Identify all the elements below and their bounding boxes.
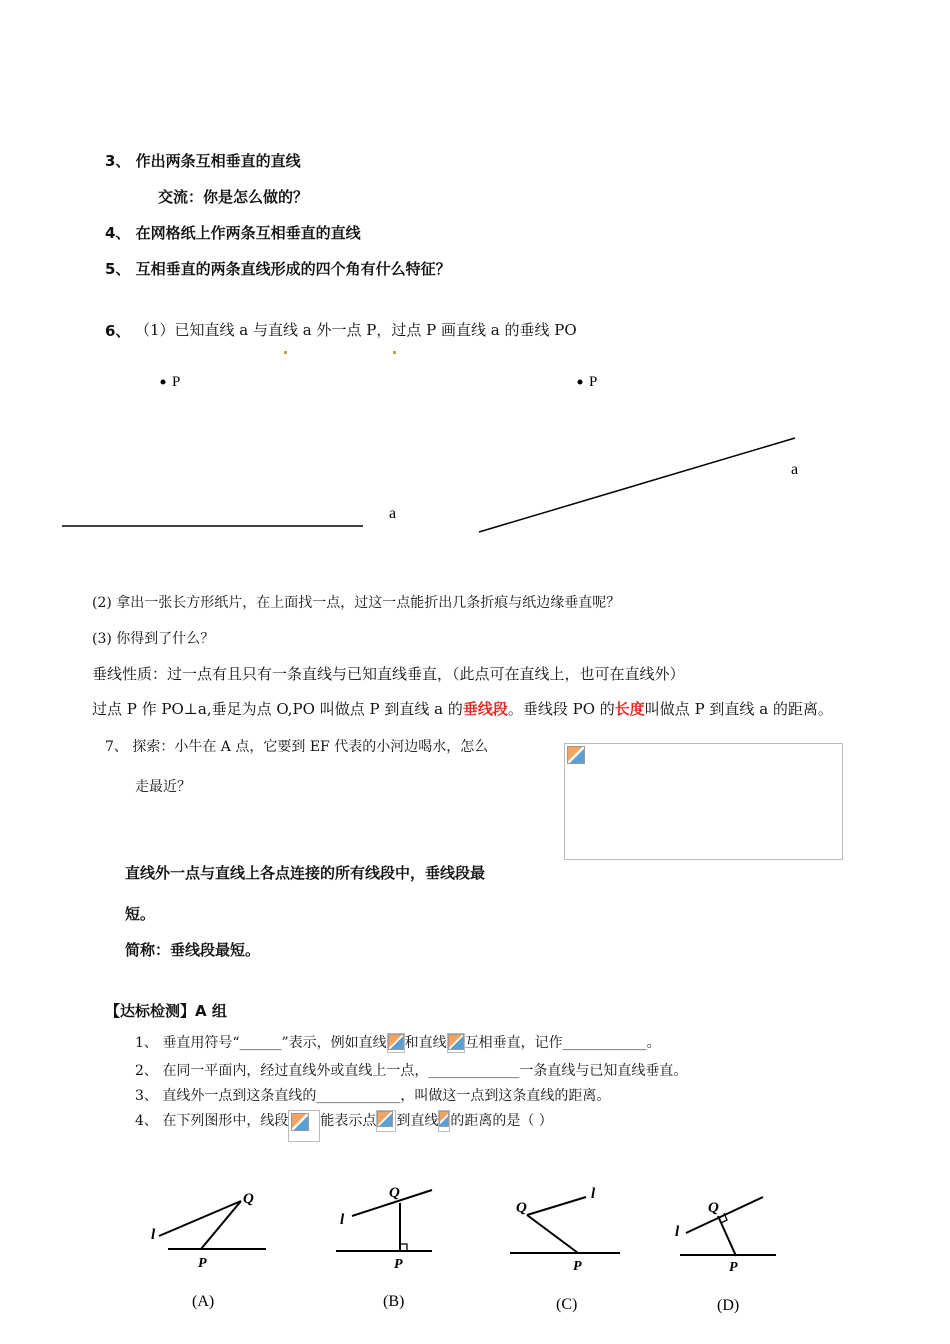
q3-text: 3、 作出两条互相垂直的直线 xyxy=(105,152,301,170)
decor-dot xyxy=(284,351,287,354)
inline-image-placeholder xyxy=(288,1110,320,1142)
test-q1-b: 和直线 xyxy=(404,1035,447,1051)
figure-b-p-label: P xyxy=(394,1257,403,1272)
figure-c-caption: (C) xyxy=(556,1296,578,1313)
perpendicular-property: 垂线性质：过一点有且只有一条直线与已知直线垂直，（此点可在直线上，也可在直线外） xyxy=(92,665,685,683)
q7-line2: 走最近？ xyxy=(135,779,191,795)
broken-image-icon xyxy=(567,746,585,764)
inline-image-placeholder xyxy=(387,1033,405,1053)
test-q4-c: 到直线 xyxy=(396,1113,439,1129)
figure-d-p-label: P xyxy=(729,1260,738,1275)
figure-c-l-label: l xyxy=(591,1186,596,1202)
left-point-label: P xyxy=(172,374,181,390)
test-q1 xyxy=(135,1032,661,1053)
figure-c xyxy=(510,1186,620,1313)
perpendicular-definition xyxy=(92,698,833,719)
q4-text: 4、 在网格纸上作两条互相垂直的直线 xyxy=(105,224,361,242)
figure-b-right-angle-mark xyxy=(400,1244,407,1251)
right-line-label: a xyxy=(791,461,799,478)
test-q3: 3、 直线外一点到这条直线的____________，叫做这一点到这条直线的距离。 xyxy=(135,1088,611,1104)
test-q4-d: 的距离的是（ ） xyxy=(450,1113,553,1129)
inline-image-placeholder xyxy=(376,1110,396,1132)
q7-image-placeholder xyxy=(564,743,843,860)
figure-d-segment-pq xyxy=(718,1216,736,1256)
inline-image-placeholder xyxy=(438,1110,450,1132)
q6-part2: (2) 拿出一张长方形纸片，在上面找一点，过这一点能折出几条折痕与纸边缘垂直呢？ xyxy=(92,595,621,611)
q6-number: 6、 xyxy=(105,322,131,340)
right-point-label: P xyxy=(589,374,598,390)
figure-a-line-l xyxy=(159,1201,241,1236)
left-point-p xyxy=(161,380,166,385)
figure-d-caption: (D) xyxy=(717,1297,740,1314)
definition-part-a: 过点 P 作 PO⊥a,垂足为点 O,PO 叫做点 P 到直线 a 的 xyxy=(92,700,463,718)
short-name: 简称：垂线段最短。 xyxy=(125,941,261,959)
figure-a-p-label: P xyxy=(198,1256,207,1271)
figure-d-q-label: Q xyxy=(708,1200,719,1216)
q3-sub-text: 交流：你是怎么做的？ xyxy=(158,188,309,206)
broken-image-icon xyxy=(377,1111,393,1127)
figure-b-l-label: l xyxy=(340,1212,345,1228)
figure-a-l-label: l xyxy=(151,1227,156,1243)
conclusion-line2: 短。 xyxy=(125,905,156,923)
q5-text: 5、 互相垂直的两条直线形成的四个角有什么特征？ xyxy=(105,260,451,278)
broken-image-icon xyxy=(291,1113,309,1131)
figure-c-line-l xyxy=(527,1197,586,1215)
test-q1-a: 1、 垂直用符号“______”表示，例如直线 xyxy=(135,1035,387,1051)
conclusion-line1: 直线外一点与直线上各点连接的所有线段中，垂线段最 xyxy=(125,864,486,882)
section-title: 【达标检测】A 组 xyxy=(105,1002,227,1020)
broken-image-icon xyxy=(448,1034,464,1050)
test-q2-a: 2、 在同一平面内，经过直线外或直线上一点，__________ xyxy=(135,1063,499,1079)
test-q4-a: 4、 在下列图形中，线段 xyxy=(135,1113,289,1129)
answer-figures xyxy=(0,1170,950,1340)
figure-b xyxy=(336,1185,432,1310)
test-q4 xyxy=(135,1110,553,1142)
test-q2 xyxy=(135,1060,687,1080)
figure-c-segment-pq xyxy=(527,1215,578,1253)
decor-dot xyxy=(393,351,396,354)
figure-c-q-label: Q xyxy=(516,1200,527,1216)
q6-text: （1）已知直线 a 与直线 a 外一点 P，过点 P 画直线 a 的垂线 PO xyxy=(135,321,577,339)
broken-image-icon xyxy=(439,1111,449,1127)
test-q1-c: 互相垂直，记作____________。 xyxy=(464,1035,661,1051)
highlight-perpendicular-segment: 垂线段 xyxy=(462,700,508,718)
figure-a xyxy=(151,1191,266,1310)
test-q4-b: 能表示点 xyxy=(320,1113,377,1129)
right-point-p xyxy=(578,380,583,385)
figure-c-p-label: P xyxy=(573,1259,582,1274)
figure-b-caption: (B) xyxy=(383,1293,405,1310)
q6-diagram xyxy=(0,360,950,590)
highlight-length: 长度 xyxy=(614,700,645,718)
figure-d-l-label: l xyxy=(675,1224,680,1240)
definition-part-c: 叫做点 P 到直线 a 的距离。 xyxy=(644,700,833,718)
q6-part3: (3) 你得到了什么？ xyxy=(92,631,215,647)
figure-a-caption: (A) xyxy=(192,1293,215,1310)
broken-image-icon xyxy=(388,1034,404,1050)
figure-b-q-label: Q xyxy=(389,1185,400,1201)
figure-d xyxy=(675,1197,776,1314)
inline-image-placeholder xyxy=(447,1033,465,1053)
right-line-a xyxy=(479,438,795,532)
figure-a-segment-pq xyxy=(201,1201,241,1249)
left-line-label: a xyxy=(389,505,397,522)
q7-line1: 7、 探索：小牛在 A 点，它要到 EF 代表的小河边喝水，怎么 xyxy=(105,739,489,755)
figure-a-q-label: Q xyxy=(243,1191,254,1207)
definition-part-b: 。垂线段 PO 的 xyxy=(507,700,615,718)
test-q2-b: ___一条直线与已知直线垂直。 xyxy=(498,1063,688,1079)
